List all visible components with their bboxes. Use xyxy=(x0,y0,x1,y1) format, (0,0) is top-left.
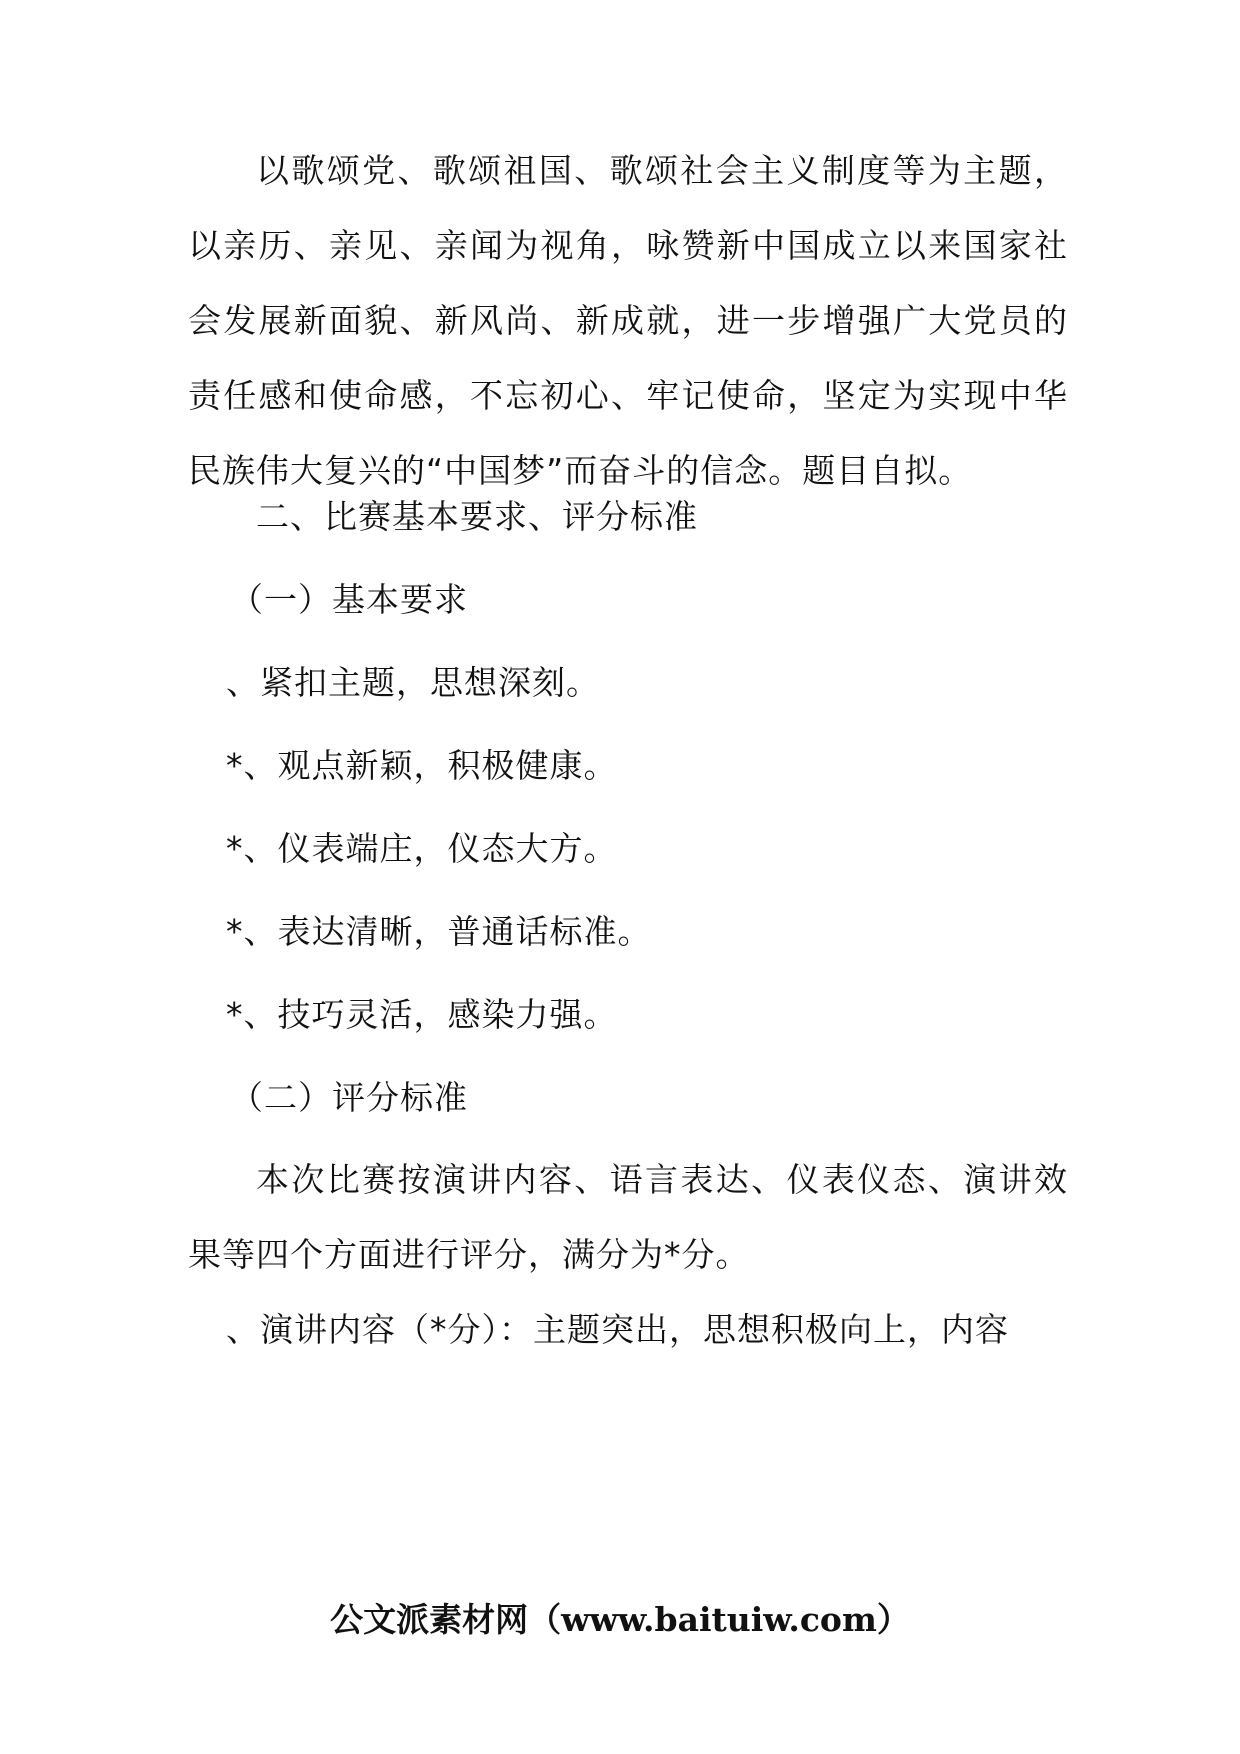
requirement-item-5: *、技巧灵活，感染力强。 xyxy=(226,995,618,1034)
subheading-scoring-criteria: （二）评分标准 xyxy=(230,1078,468,1117)
subheading-basic-requirements: （一）基本要求 xyxy=(230,580,468,619)
section-heading-2: 二、比赛基本要求、评分标准 xyxy=(256,497,698,536)
requirement-item-4: *、表达清晰，普通话标准。 xyxy=(226,912,652,951)
paragraph-text: 以歌颂党、歌颂祖国、歌颂社会主义制度等为主题，以亲历、亲见、亲闻为视角，咏赞新中国成立以来国家社会发展新面貌、新风尚、新成就，进一步增强广大党员的责任感和使命感，不忘初心、牢记使命，坚定为实现中华民族伟大复兴的“中国梦”而奋斗的信念。题目自拟。 xyxy=(188,151,1068,490)
requirement-item-1: 、紧扣主题，思想深刻。 xyxy=(226,663,600,702)
paragraph-scoring xyxy=(188,1142,1068,1292)
paragraph-text: 本次比赛按演讲内容、语言表达、仪表仪态、演讲效果等四个方面进行评分，满分为*分。 xyxy=(188,1160,1068,1274)
requirement-item-3: *、仪表端庄，仪态大方。 xyxy=(226,829,618,868)
scoring-item-content: 、演讲内容（*分）：主题突出，思想积极向上，内容 xyxy=(226,1310,1009,1349)
footer-watermark: 公文派素材网（www.baituiw.com） xyxy=(330,1600,910,1639)
requirement-item-2: *、观点新颖，积极健康。 xyxy=(226,746,618,785)
paragraph-theme xyxy=(188,133,1068,508)
